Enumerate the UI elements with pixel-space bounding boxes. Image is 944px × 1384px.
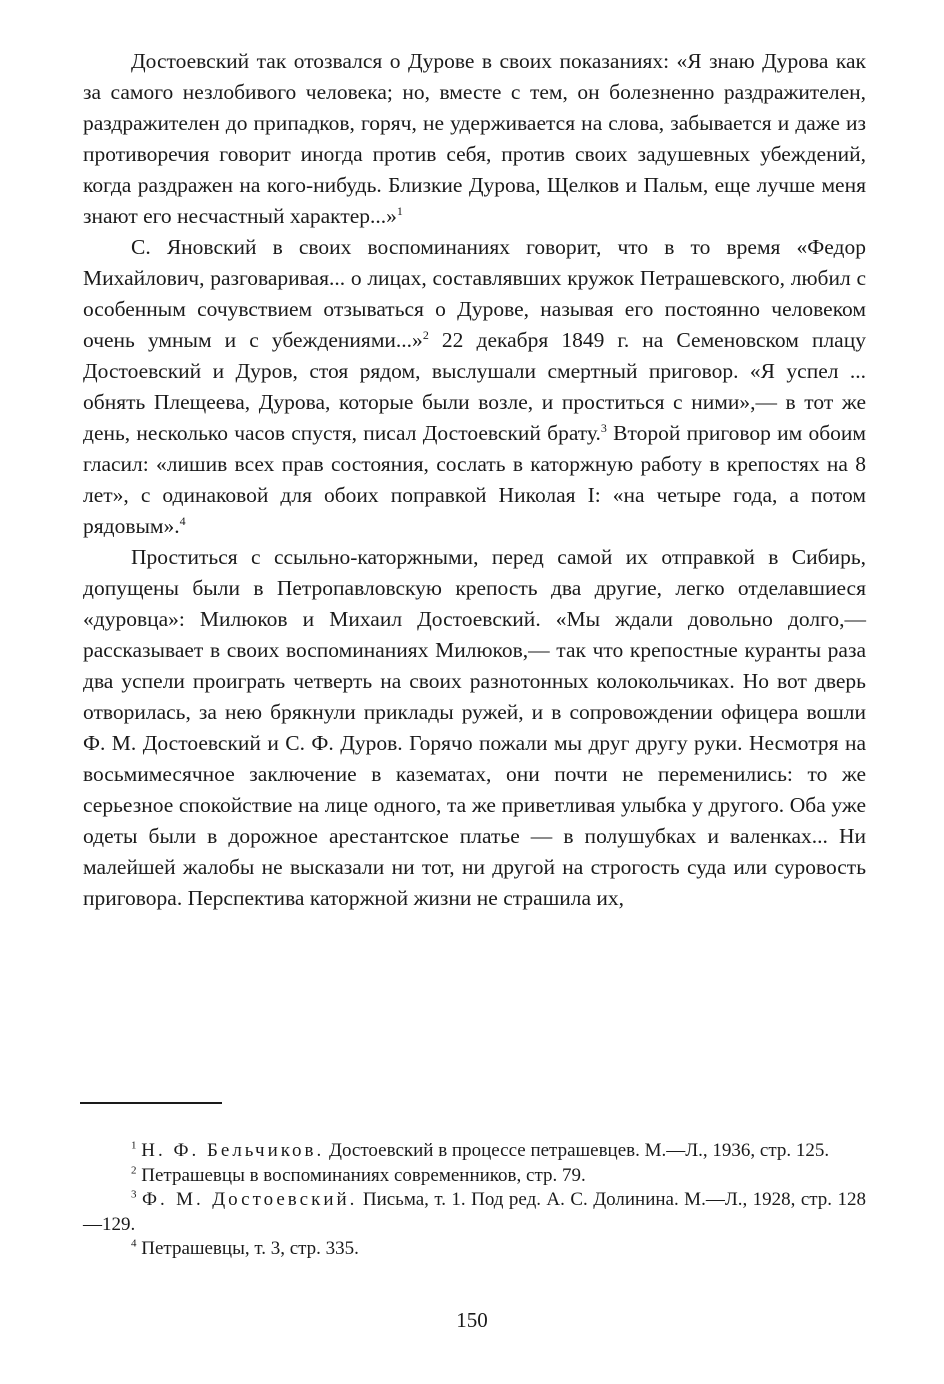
footnote-ref-3: 3 xyxy=(600,420,607,435)
paragraph-2-text-a: С. Яновский в своих воспоминаниях говорит, что в то время «Федор Михайлович, разговаривая... о лицах, составлявших кружок Петрашевского, любил с особенным сочувствием отзываться о Дурове, называя его постоянно человеком очень умным и с убеждениями...» xyxy=(83,235,866,352)
footnote-1-author: Н. Ф. Бельчиков. xyxy=(141,1140,325,1161)
paragraph-1-text: Достоевский так отозвался о Дурове в своих показаниях: «Я знаю Дурова как за самого незлобивого человека; но, вместе с тем, он болезненно раздражителен, раздражителен до припадков, горяч, не удерживается на слова, забывается и даже из противоречия говорит иногда против себя, против своих задушевных убеждений, когда раздражен на кого-нибудь. Близкие Дурова, Щелков и Пальм, еще лучше меня знают его несчастный характер...» xyxy=(83,49,866,228)
footnote-mark-2: 2 xyxy=(131,1164,137,1177)
footnote-divider xyxy=(80,1102,222,1104)
footnote-2 xyxy=(83,1164,866,1189)
footnote-3 xyxy=(83,1188,866,1237)
footnote-ref-1: 1 xyxy=(396,203,403,218)
paragraph-2-text-c: Второй приговор им обоим гласил: «лишив всех прав состояния, сослать в каторжную работу в крепостях на 8 лет», с одинаковой для обоих поправкой Николая I: «на четыре года, а потом рядовым». xyxy=(83,421,867,538)
footnote-2-text: Петрашевцы в воспоминаниях современников, стр. 79. xyxy=(141,1164,586,1186)
footnote-1 xyxy=(83,1139,866,1164)
paragraph-2 xyxy=(83,232,866,542)
page-number: 150 xyxy=(456,1308,488,1332)
footnote-ref-2: 2 xyxy=(422,327,429,342)
paragraph-3 xyxy=(83,542,866,914)
footnote-3-author: Ф. М. Достоевский. xyxy=(141,1189,358,1210)
main-text xyxy=(83,46,866,914)
footnote-4-text: Петрашевцы, т. 3, стр. 335. xyxy=(141,1238,359,1259)
footnote-ref-4: 4 xyxy=(179,513,186,528)
paragraph-1 xyxy=(83,46,866,232)
footnote-mark-1: 1 xyxy=(131,1139,137,1152)
paragraph-2-text-b: 22 декабря 1849 г. на Семеновском плацу Достоевский и Дуров, стоя рядом, выслушали смертный приговор. «Я успел ... обнять Плещеева, Дурова, которые были возле, и проститься с ними»,— в тот же день, несколько часов спустя, писал Достоевский брату. xyxy=(83,328,866,445)
footnote-mark-4: 4 xyxy=(131,1237,137,1250)
footnotes xyxy=(83,1139,866,1262)
footnote-1-text: Достоевский в процессе петрашевцев. М.—Л., 1936, стр. 125. xyxy=(324,1140,830,1161)
page-body xyxy=(83,46,866,914)
footnote-4 xyxy=(83,1237,866,1262)
footnote-mark-3: 3 xyxy=(131,1188,137,1201)
paragraph-3-text: Проститься с ссыльно-каторжными, перед самой их отправкой в Сибирь, допущены были в Петропавловскую крепость два другие, легко отделавшиеся «дуровца»: Милюков и Михаил Достоевский. «Мы ждали довольно долго,— рассказывает в своих воспоминаниях Милюков,— так что крепостные куранты раза два успели проиграть четверть на своих разнотонных колокольчиках. Но вот дверь отворилась, за нею брякнули приклады ружей, и в сопровождении офицера вошли Ф. М. Достоевский и С. Ф. Дуров. Горячо пожали мы друг другу руки. Несмотря на восьмимесячное заключение в казематах, они почти не переменились: то же серьезное спокойствие на лице одного, та же приветливая улыбка у другого. Оба уже одеты были в дорожное арестантское платье — в полушубках и валенках... Ни малейшей жалобы не высказали ни тот, ни другой на строгость суда или суровость приговора. Перспектива каторжной жизни не страшила их, xyxy=(83,545,866,910)
footnote-3-text: Письма, т. 1. Под ред. А. С. Долинина. М.—Л., 1928, стр. 128—129. xyxy=(83,1189,866,1235)
